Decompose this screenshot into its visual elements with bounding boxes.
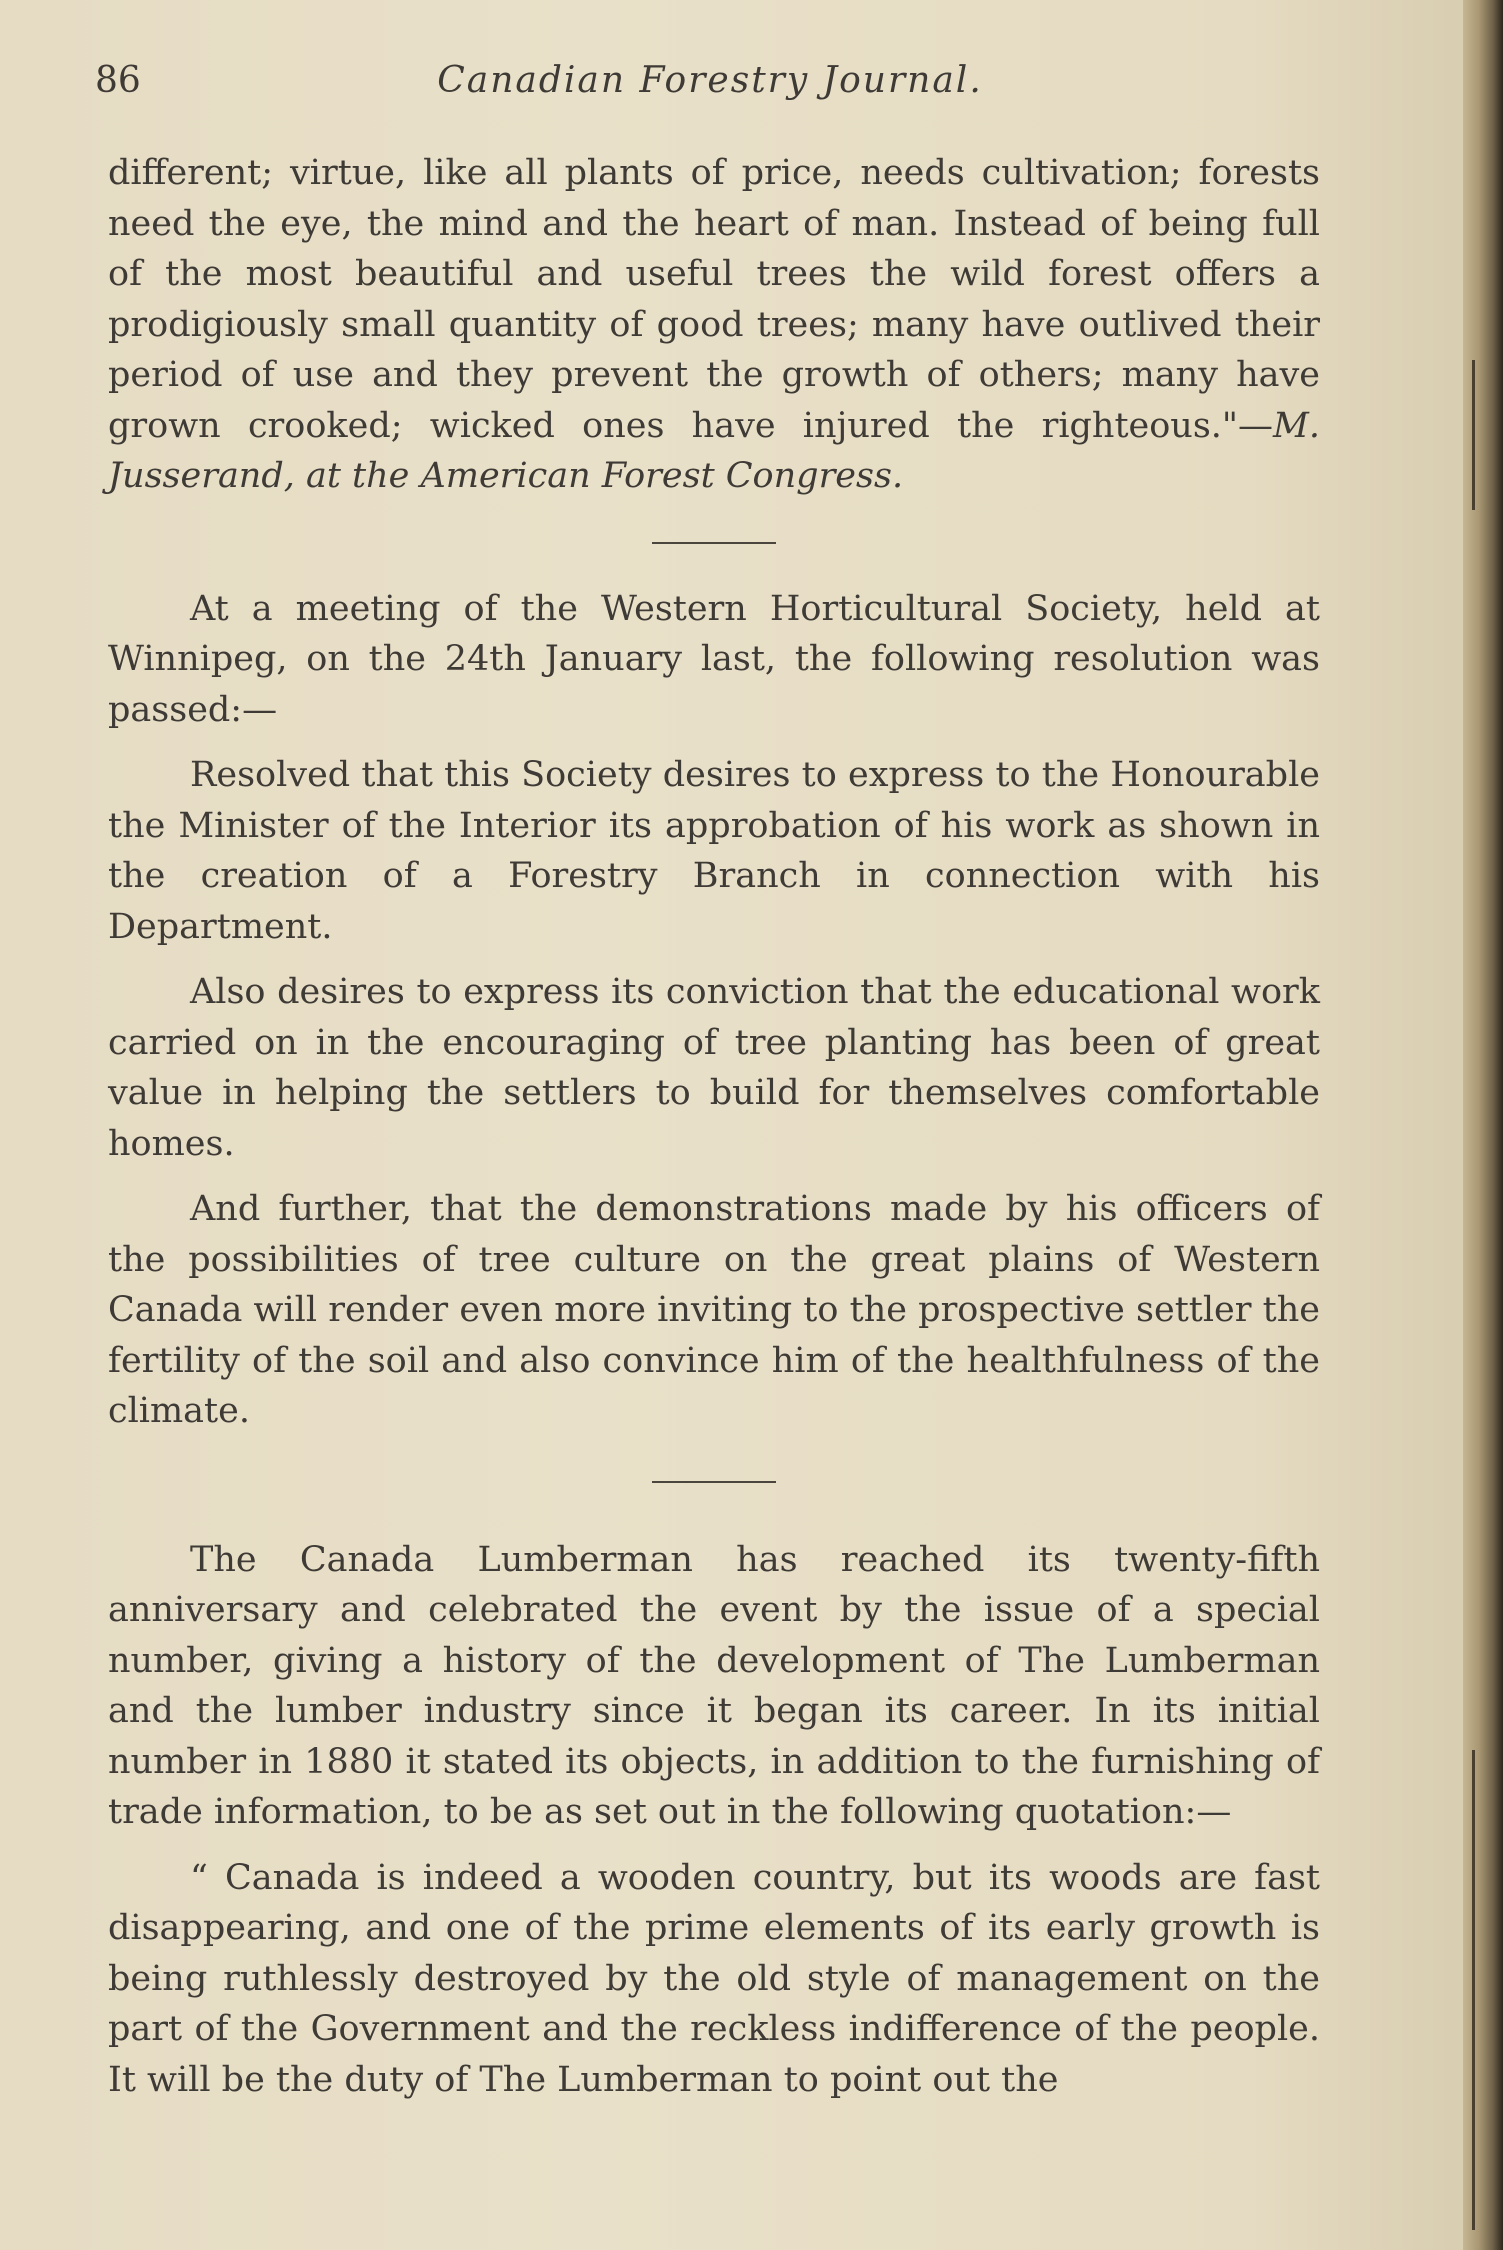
book-spine-edge — [1463, 0, 1503, 2250]
resolution-also-paragraph: Also desires to express its conviction that the educational work carried on in the encouraging of tree planting has been of great value in helping the settlers to build for themselves comfortable homes. — [108, 972, 1320, 1164]
jusserand-quote-text: different; virtue, like all plants of price, needs cultivation; forests need the eye, the mind and the heart of man. Instead of being full of the most beautiful and useful trees the wild forest offers a prodigiously small quantity of good trees; many have outlived their period of use and they prevent the growth of others; many have grown crooked; wicked ones have injured the righteous."— — [108, 153, 1320, 446]
jusserand-quote-paragraph — [108, 148, 1320, 502]
spine-shadow-line — [1472, 360, 1475, 510]
spine-shadow-line — [1472, 1750, 1475, 2230]
horticultural-society-intro: At a meeting of the Western Horticultural Society, held at Winnipeg, on the 24th January last, the following resolution was passed:— — [108, 588, 1320, 730]
jusserand-attribution: M. Jusserand, at the American Forest Congress. — [108, 405, 1320, 496]
running-title: Canadian Forestry Journal. — [437, 60, 983, 101]
lumberman-intro-paragraph: The Canada Lumberman has reached its twenty-fifth anniversary and celebrated the event by the issue of a special number, giving a history of the development of The Lumberman and the lumber industry since it began its career. In its initial number in 1880 it stated its objects, in addition to the furnishing of trade information, to be as set out in the following quotation:— — [108, 1539, 1320, 1832]
section-divider — [652, 1481, 776, 1483]
page-number: 86 — [95, 60, 141, 101]
lumberman-quote-paragraph: “ Canada is indeed a wooden country, but its woods are fast disappearing, and one of the prime elements of its early growth is being ruthlessly destroyed by the old style of management on the part of the Government and the reckless indifference of the people. It will be the duty of The Lumberman to point out the — [108, 1857, 1320, 2100]
resolution-paragraph: Resolved that this Society desires to express to the Honourable the Minister of the Interior its approbation of his work as shown in the creation of a Forestry Branch in connection with his Department. — [108, 755, 1320, 947]
page-header — [95, 60, 1325, 110]
resolution-further-paragraph: And further, that the demonstrations made by his officers of the possibilities of tree culture on the great plains of Western Canada will render even more inviting to the prospective settler the fertility of the soil and also convince him of the healthfulness of the climate. — [108, 1189, 1320, 1431]
article-body — [108, 148, 1320, 2105]
section-divider — [652, 542, 776, 544]
